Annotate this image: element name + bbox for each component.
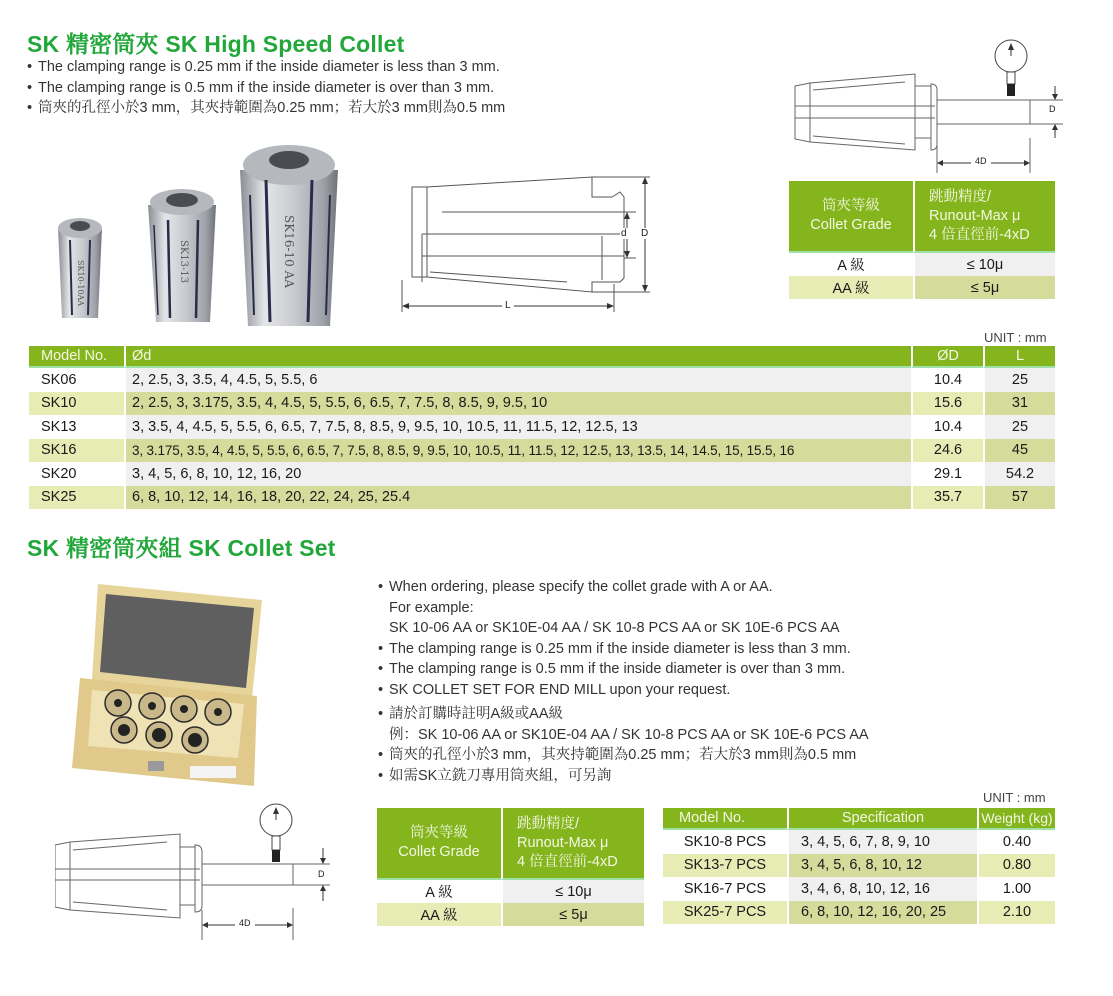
table-row: SK13-7 PCS 3, 4, 5, 6, 8, 10, 12 0.80 — [663, 854, 1055, 878]
note-item: • 如需SK立銑刀專用筒夾組，可另詢 — [378, 766, 869, 787]
collet-grade-table — [789, 181, 1055, 299]
D-label: D — [1049, 104, 1056, 114]
unit-label: UNIT : mm — [983, 790, 1046, 805]
header-runout: 跳動精度/ Runout-Max μ 4 倍直徑前-4xD — [913, 181, 1055, 253]
grade-row: AA 級 ≤ 5μ — [789, 276, 1055, 299]
D-label: D — [641, 228, 649, 239]
bullet-icon: • — [378, 661, 384, 677]
bullet-icon: • — [378, 767, 384, 784]
collet-photo-medium — [148, 189, 216, 322]
table-row: SK10 2, 2.5, 3, 3.175, 3.5, 4, 4.5, 5, 5.5, 6, 6.5, 7, 7.5, 8, 8.5, 9, 9.5, 10 15.6 31 — [29, 392, 1055, 416]
header-collet-grade: 筒夾等級 Collet Grade — [789, 181, 913, 253]
header-outer-diameter: ØD — [911, 346, 983, 368]
collet-set-grade-table — [377, 808, 644, 926]
unit-label: UNIT : mm — [984, 330, 1047, 345]
collet-set-notes — [378, 577, 869, 786]
bullet-icon: • — [27, 100, 33, 116]
bullet-icon: • — [378, 640, 384, 657]
bullet-icon: • — [378, 706, 384, 722]
svg-text:SK10-10AA: SK10-10AA — [76, 260, 85, 307]
note-item: • 筒夾的孔徑小於3 mm，其夾持範圍為0.25 mm；若大於3 mm則為0.5 mm — [27, 98, 505, 119]
L-label: L — [502, 300, 514, 311]
bullet-icon: • — [27, 59, 33, 75]
collet-notes — [27, 57, 505, 119]
header-weight: Weight (kg) — [977, 808, 1055, 830]
collet-set-box-photo — [62, 578, 277, 788]
table-row: SK06 2, 2.5, 3, 3.5, 4, 4.5, 5, 5.5, 6 10.4 25 — [29, 368, 1055, 392]
collet-dimension-drawing — [392, 172, 662, 317]
note-item: • The clamping range is 0.5 mm if the inside diameter is over than 3 mm. — [27, 78, 505, 99]
D-label: D — [318, 869, 325, 879]
header-length: L — [983, 346, 1055, 368]
collet-photo-small — [58, 218, 102, 318]
collet-spec-table — [29, 346, 1055, 509]
bullet-icon: • — [27, 79, 33, 96]
4D-label: 4D — [971, 156, 991, 166]
header-specification: Specification — [787, 808, 977, 830]
collet-photos — [48, 140, 338, 330]
table-row: SK16 3, 3.175, 3.5, 4, 4.5, 5, 5.5, 6, 6.5, 7, 7.5, 8, 8.5, 9, 9.5, 10, 10.5, 11, 11.5, 12, 12.5, 13, 13.5, 14, 14.5, 15, 15.5, 16 24.6 45 — [29, 439, 1055, 463]
table-row: SK16-7 PCS 3, 4, 6, 8, 10, 12, 16 1.00 — [663, 877, 1055, 901]
section-title-high-speed-collet: SK 精密筒夾 SK High Speed Collet — [27, 31, 405, 57]
bullet-icon: • — [378, 579, 384, 595]
table-row: SK20 3, 4, 5, 6, 8, 10, 12, 16, 20 29.1 54.2 — [29, 462, 1055, 486]
note-item: • 請於訂購時註明A級或AA級 — [378, 704, 869, 725]
note-item: For example: — [389, 599, 474, 616]
svg-text:SK13-13: SK13-13 — [178, 240, 189, 284]
collet-photo-large — [240, 145, 338, 326]
note-item: • When ordering, please specify the collet grade with A or AA. — [378, 577, 869, 598]
table-row: SK25 6, 8, 10, 12, 14, 16, 18, 20, 22, 24, 25, 25.4 35.7 57 — [29, 486, 1055, 510]
header-collet-grade: 筒夾等級 Collet Grade — [377, 808, 501, 880]
bullet-icon: • — [378, 747, 384, 763]
note-item: • The clamping range is 0.25 mm if the inside diameter is less than 3 mm. — [378, 639, 869, 660]
svg-text:SK16-10 AA: SK16-10 AA — [282, 215, 296, 288]
note-item: • The clamping range is 0.5 mm if the inside diameter is over than 3 mm. — [378, 659, 869, 680]
table-row: SK25-7 PCS 6, 8, 10, 12, 16, 20, 25 2.10 — [663, 901, 1055, 925]
section-title-collet-set: SK 精密筒夾組 SK Collet Set — [27, 535, 336, 561]
bullet-icon: • — [378, 681, 384, 698]
header-inner-diameter: Ød — [124, 346, 911, 368]
collet-set-table — [663, 808, 1055, 924]
header-model: Model No. — [29, 346, 124, 368]
note-item: • 筒夾的孔徑小於3 mm，其夾持範圍為0.25 mm；若大於3 mm則為0.5 mm — [378, 745, 869, 766]
header-model: Model No. — [663, 808, 787, 830]
note-item: • The clamping range is 0.25 mm if the inside diameter is less than 3 mm. — [27, 57, 505, 78]
grade-row: A 級 ≤ 10μ — [377, 880, 644, 903]
table-row: SK13 3, 3.5, 4, 4.5, 5, 5.5, 6, 6.5, 7, 7.5, 8, 8.5, 9, 9.5, 10, 10.5, 11, 11.5, 12, 12.5, 13 10.4 25 — [29, 415, 1055, 439]
runout-test-drawing-set — [55, 800, 340, 940]
runout-test-drawing — [785, 38, 1070, 173]
note-item: • SK COLLET SET FOR END MILL upon your request. — [378, 680, 869, 701]
table-row: SK10-8 PCS 3, 4, 5, 6, 7, 8, 9, 10 0.40 — [663, 830, 1055, 854]
d-label: d — [621, 228, 627, 239]
header-runout: 跳動精度/ Runout-Max μ 4 倍直徑前-4xD — [501, 808, 644, 880]
grade-row: AA 級 ≤ 5μ — [377, 903, 644, 926]
note-item: 例：SK 10-06 AA or SK10E-04 AA / SK 10-8 PCS AA or SK 10E-6 PCS AA — [389, 726, 869, 743]
4D-label: 4D — [235, 918, 255, 928]
note-item: SK 10-06 AA or SK10E-04 AA / SK 10-8 PCS AA or SK 10E-6 PCS AA — [389, 620, 840, 636]
grade-row: A 級 ≤ 10μ — [789, 253, 1055, 276]
